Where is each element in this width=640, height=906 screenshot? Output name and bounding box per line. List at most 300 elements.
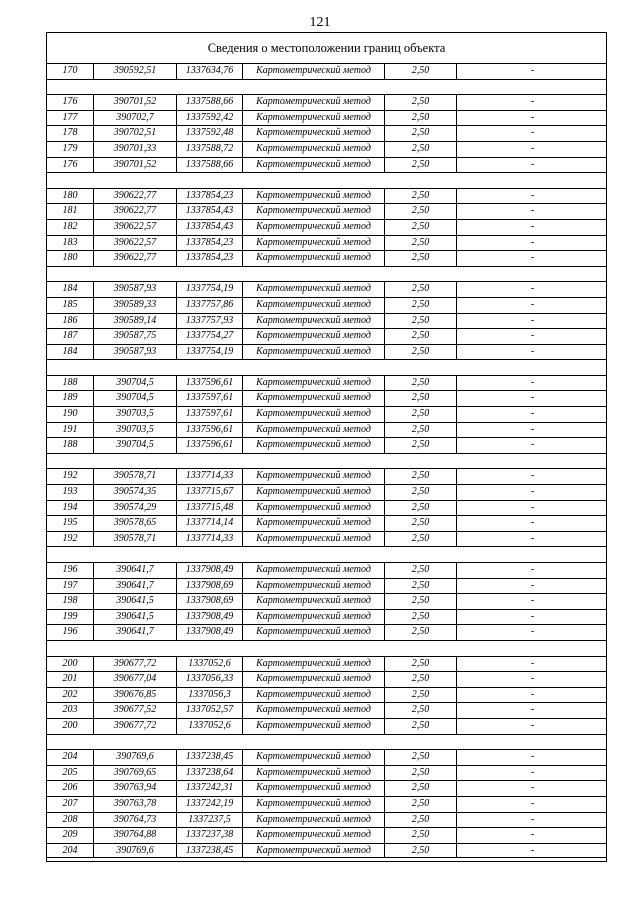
y-coordinate-cell: 1337238,45: [176, 844, 242, 858]
x-coordinate-cell: 390622,57: [93, 236, 176, 251]
point-number-cell: 205: [62, 766, 78, 778]
table-row: [47, 468, 606, 484]
method-cell: Картометрический метод: [242, 220, 384, 235]
table-row: [47, 157, 606, 173]
description-cell: -: [456, 236, 608, 251]
table-row: [47, 765, 606, 781]
y-coordinate-cell: 1337052,6: [176, 719, 242, 734]
description-cell: -: [456, 469, 608, 484]
separator-row: [47, 546, 606, 562]
point-number-cell: 203: [62, 704, 78, 716]
y-coordinate-cell: 1337854,23: [176, 251, 242, 266]
table-row: [47, 749, 606, 765]
x-coordinate-cell: 390574,29: [93, 501, 176, 516]
y-coordinate-cell: 1337754,27: [176, 329, 242, 344]
description-cell: -: [456, 532, 608, 547]
description-cell: -: [456, 391, 608, 406]
y-coordinate-cell: 1337714,33: [176, 532, 242, 547]
table-row: [47, 437, 606, 453]
method-cell: Картометрический метод: [242, 672, 384, 687]
x-coordinate-cell: 390703,5: [93, 423, 176, 438]
method-cell: Картометрический метод: [242, 610, 384, 625]
method-cell: Картометрический метод: [242, 314, 384, 329]
y-coordinate-cell: 1337237,5: [176, 813, 242, 828]
table-row: [47, 624, 606, 640]
y-coordinate-cell: 1337588,66: [176, 158, 242, 173]
description-cell: -: [456, 844, 608, 858]
point-number-cell: 179: [62, 142, 78, 154]
table-row: [47, 718, 606, 734]
point-number-cell: 188: [62, 439, 78, 451]
description-cell: -: [456, 797, 608, 812]
table-row: [47, 827, 606, 843]
precision-cell: 2,50: [384, 126, 456, 141]
x-coordinate-cell: 390592,51: [93, 64, 176, 79]
x-coordinate-cell: 390622,77: [93, 189, 176, 204]
point-number-cell: 181: [62, 205, 78, 217]
table-row: [47, 796, 606, 812]
separator-row: [47, 734, 606, 750]
method-cell: Картометрический метод: [242, 532, 384, 547]
point-number-cell: 180: [62, 252, 78, 264]
method-cell: Картометрический метод: [242, 391, 384, 406]
description-cell: -: [456, 438, 608, 453]
description-cell: -: [456, 813, 608, 828]
method-cell: Картометрический метод: [242, 750, 384, 765]
x-coordinate-cell: 390641,5: [93, 594, 176, 609]
precision-cell: 2,50: [384, 563, 456, 578]
description-cell: -: [456, 579, 608, 594]
method-cell: Картометрический метод: [242, 828, 384, 843]
precision-cell: 2,50: [384, 657, 456, 672]
point-number-cell: 202: [62, 688, 78, 700]
x-coordinate-cell: 390641,7: [93, 563, 176, 578]
precision-cell: 2,50: [384, 485, 456, 500]
description-cell: -: [456, 189, 608, 204]
y-coordinate-cell: 1337854,43: [176, 204, 242, 219]
x-coordinate-cell: 390703,5: [93, 407, 176, 422]
y-coordinate-cell: 1337597,61: [176, 407, 242, 422]
table-row: [47, 406, 606, 422]
method-cell: Картометрический метод: [242, 766, 384, 781]
point-number-cell: 207: [62, 797, 78, 809]
method-cell: Картометрический метод: [242, 298, 384, 313]
method-cell: Картометрический метод: [242, 563, 384, 578]
x-coordinate-cell: 390764,73: [93, 813, 176, 828]
x-coordinate-cell: 390578,65: [93, 516, 176, 531]
y-coordinate-cell: 1337238,45: [176, 750, 242, 765]
point-number-cell: 209: [62, 829, 78, 841]
description-cell: -: [456, 610, 608, 625]
precision-cell: 2,50: [384, 719, 456, 734]
x-coordinate-cell: 390763,78: [93, 797, 176, 812]
description-cell: -: [456, 657, 608, 672]
point-number-cell: 185: [62, 298, 78, 310]
page-number: 121: [309, 15, 331, 30]
table-title: Сведения о местоположении границ объекта: [207, 41, 446, 55]
table-row: [47, 110, 606, 126]
method-cell: Картометрический метод: [242, 485, 384, 500]
point-number-cell: 176: [62, 96, 78, 108]
method-cell: Картометрический метод: [242, 126, 384, 141]
precision-cell: 2,50: [384, 111, 456, 126]
description-cell: -: [456, 719, 608, 734]
y-coordinate-cell: 1337757,86: [176, 298, 242, 313]
x-coordinate-cell: 390704,5: [93, 376, 176, 391]
point-number-cell: 196: [62, 564, 78, 575]
x-coordinate-cell: 390589,33: [93, 298, 176, 313]
description-cell: -: [456, 594, 608, 609]
y-coordinate-cell: 1337592,42: [176, 111, 242, 126]
x-coordinate-cell: 390641,5: [93, 610, 176, 625]
precision-cell: 2,50: [384, 813, 456, 828]
point-number-cell: 177: [62, 111, 78, 123]
description-cell: -: [456, 766, 608, 781]
y-coordinate-cell: 1337588,72: [176, 142, 242, 157]
x-coordinate-cell: 390574,35: [93, 485, 176, 500]
x-coordinate-cell: 390676,85: [93, 688, 176, 703]
x-coordinate-cell: 390704,5: [93, 391, 176, 406]
table-row: [47, 344, 606, 360]
x-coordinate-cell: 390587,93: [93, 282, 176, 297]
precision-cell: 2,50: [384, 797, 456, 812]
x-coordinate-cell: 390769,6: [93, 844, 176, 858]
precision-cell: 2,50: [384, 376, 456, 391]
table-row: [47, 219, 606, 235]
description-cell: -: [456, 95, 608, 110]
table-row: [47, 500, 606, 516]
table-row: [47, 390, 606, 406]
precision-cell: 2,50: [384, 625, 456, 640]
precision-cell: 2,50: [384, 688, 456, 703]
description-cell: -: [456, 485, 608, 500]
table-row: [47, 250, 606, 266]
method-cell: Картометрический метод: [242, 251, 384, 266]
description-cell: -: [456, 314, 608, 329]
description-cell: -: [456, 126, 608, 141]
x-coordinate-cell: 390587,93: [93, 345, 176, 360]
precision-cell: 2,50: [384, 594, 456, 609]
table-row: [47, 313, 606, 329]
y-coordinate-cell: 1337754,19: [176, 282, 242, 297]
method-cell: Картометрический метод: [242, 469, 384, 484]
table-row: [47, 593, 606, 609]
y-coordinate-cell: 1337237,38: [176, 828, 242, 843]
y-coordinate-cell: 1337715,67: [176, 485, 242, 500]
y-coordinate-cell: 1337052,6: [176, 657, 242, 672]
table-row: [47, 578, 606, 594]
method-cell: Картометрический метод: [242, 579, 384, 594]
precision-cell: 2,50: [384, 345, 456, 360]
description-cell: -: [456, 376, 608, 391]
x-coordinate-cell: 390701,33: [93, 142, 176, 157]
point-number-cell: 193: [62, 486, 78, 498]
description-cell: -: [456, 220, 608, 235]
table-row: [47, 812, 606, 828]
x-coordinate-cell: 390589,14: [93, 314, 176, 329]
x-coordinate-cell: 390764,88: [93, 828, 176, 843]
precision-cell: 2,50: [384, 438, 456, 453]
x-coordinate-cell: 390578,71: [93, 532, 176, 547]
method-cell: Картометрический метод: [242, 844, 384, 858]
precision-cell: 2,50: [384, 95, 456, 110]
separator-row: [47, 359, 606, 375]
point-number-cell: 190: [62, 408, 78, 420]
precision-cell: 2,50: [384, 204, 456, 219]
method-cell: Картометрический метод: [242, 204, 384, 219]
table-row: [47, 141, 606, 157]
precision-cell: 2,50: [384, 781, 456, 796]
table-row: [47, 687, 606, 703]
description-cell: -: [456, 688, 608, 703]
y-coordinate-cell: 1337908,69: [176, 594, 242, 609]
y-coordinate-cell: 1337714,33: [176, 469, 242, 484]
method-cell: Картометрический метод: [242, 516, 384, 531]
table-row: [47, 63, 606, 79]
y-coordinate-cell: 1337854,43: [176, 220, 242, 235]
table-row: [47, 422, 606, 438]
separator-row: [47, 172, 606, 188]
point-number-cell: 194: [62, 501, 78, 513]
description-cell: -: [456, 828, 608, 843]
separator-row: [47, 640, 606, 656]
table-row: [47, 375, 606, 391]
precision-cell: 2,50: [384, 251, 456, 266]
x-coordinate-cell: 390702,7: [93, 111, 176, 126]
point-number-cell: 204: [62, 751, 78, 763]
table-row: [47, 235, 606, 251]
precision-cell: 2,50: [384, 423, 456, 438]
method-cell: Картометрический метод: [242, 329, 384, 344]
method-cell: Картометрический метод: [242, 64, 384, 79]
table-row: [47, 671, 606, 687]
x-coordinate-cell: 390622,57: [93, 220, 176, 235]
description-cell: -: [456, 672, 608, 687]
y-coordinate-cell: 1337588,66: [176, 95, 242, 110]
point-number-cell: 192: [62, 532, 78, 544]
method-cell: Картометрический метод: [242, 189, 384, 204]
table-row: [47, 609, 606, 625]
x-coordinate-cell: 390578,71: [93, 469, 176, 484]
precision-cell: 2,50: [384, 236, 456, 251]
method-cell: Картометрический метод: [242, 501, 384, 516]
point-number-cell: 176: [62, 158, 78, 170]
point-number-cell: 180: [62, 189, 78, 201]
table-body: [47, 63, 606, 858]
method-cell: Картометрический метод: [242, 657, 384, 672]
precision-cell: 2,50: [384, 844, 456, 858]
y-coordinate-cell: 1337052,57: [176, 703, 242, 718]
table-row: [47, 188, 606, 204]
point-number-cell: 188: [62, 376, 78, 388]
y-coordinate-cell: 1337056,33: [176, 672, 242, 687]
y-coordinate-cell: 1337592,48: [176, 126, 242, 141]
precision-cell: 2,50: [384, 391, 456, 406]
separator-row: [47, 453, 606, 469]
x-coordinate-cell: 390704,5: [93, 438, 176, 453]
table-row: [47, 656, 606, 672]
y-coordinate-cell: 1337238,64: [176, 766, 242, 781]
precision-cell: 2,50: [384, 158, 456, 173]
point-number-cell: 192: [62, 470, 78, 482]
precision-cell: 2,50: [384, 672, 456, 687]
description-cell: -: [456, 204, 608, 219]
method-cell: Картометрический метод: [242, 625, 384, 640]
point-number-cell: 206: [62, 782, 78, 794]
table-row: [47, 94, 606, 110]
method-cell: Картометрический метод: [242, 345, 384, 360]
y-coordinate-cell: 1337854,23: [176, 189, 242, 204]
table-row: [47, 780, 606, 796]
description-cell: -: [456, 158, 608, 173]
table-row: [47, 328, 606, 344]
description-cell: -: [456, 781, 608, 796]
point-number-cell: 186: [62, 314, 78, 326]
method-cell: Картометрический метод: [242, 423, 384, 438]
precision-cell: 2,50: [384, 766, 456, 781]
method-cell: Картометрический метод: [242, 688, 384, 703]
point-number-cell: 200: [62, 719, 78, 731]
description-cell: -: [456, 251, 608, 266]
x-coordinate-cell: 390702,51: [93, 126, 176, 141]
table-row: [47, 515, 606, 531]
description-cell: -: [456, 345, 608, 360]
description-cell: -: [456, 625, 608, 640]
y-coordinate-cell: 1337596,61: [176, 438, 242, 453]
precision-cell: 2,50: [384, 501, 456, 516]
y-coordinate-cell: 1337908,69: [176, 579, 242, 594]
precision-cell: 2,50: [384, 750, 456, 765]
x-coordinate-cell: 390587,75: [93, 329, 176, 344]
x-coordinate-cell: 390677,52: [93, 703, 176, 718]
method-cell: Картометрический метод: [242, 797, 384, 812]
precision-cell: 2,50: [384, 64, 456, 79]
description-cell: -: [456, 329, 608, 344]
y-coordinate-cell: 1337596,61: [176, 423, 242, 438]
y-coordinate-cell: 1337596,61: [176, 376, 242, 391]
y-coordinate-cell: 1337908,49: [176, 625, 242, 640]
point-number-cell: 189: [62, 392, 78, 404]
precision-cell: 2,50: [384, 469, 456, 484]
method-cell: Картометрический метод: [242, 158, 384, 173]
description-cell: -: [456, 142, 608, 157]
description-cell: -: [456, 750, 608, 765]
point-number-cell: 182: [62, 220, 78, 232]
y-coordinate-cell: 1337714,14: [176, 516, 242, 531]
method-cell: Картометрический метод: [242, 594, 384, 609]
point-number-cell: 183: [62, 236, 78, 248]
method-cell: Картометрический метод: [242, 111, 384, 126]
separator-row: [47, 79, 606, 95]
x-coordinate-cell: 390701,52: [93, 95, 176, 110]
precision-cell: 2,50: [384, 329, 456, 344]
method-cell: Картометрический метод: [242, 438, 384, 453]
x-coordinate-cell: 390769,65: [93, 766, 176, 781]
y-coordinate-cell: 1337908,49: [176, 563, 242, 578]
table-row: [47, 843, 606, 859]
point-number-cell: 178: [62, 127, 78, 139]
point-number-cell: 199: [62, 610, 78, 622]
point-number-cell: 184: [62, 283, 78, 295]
x-coordinate-cell: 390622,77: [93, 251, 176, 266]
point-number-cell: 195: [62, 517, 78, 529]
y-coordinate-cell: 1337908,49: [176, 610, 242, 625]
point-number-cell: 170: [62, 65, 78, 76]
x-coordinate-cell: 390677,04: [93, 672, 176, 687]
y-coordinate-cell: 1337854,23: [176, 236, 242, 251]
description-cell: -: [456, 563, 608, 578]
x-coordinate-cell: 390701,52: [93, 158, 176, 173]
method-cell: Картометрический метод: [242, 376, 384, 391]
x-coordinate-cell: 390641,7: [93, 579, 176, 594]
precision-cell: 2,50: [384, 828, 456, 843]
x-coordinate-cell: 390622,77: [93, 204, 176, 219]
x-coordinate-cell: 390677,72: [93, 657, 176, 672]
method-cell: Картометрический метод: [242, 282, 384, 297]
description-cell: -: [456, 501, 608, 516]
table-row: [47, 484, 606, 500]
x-coordinate-cell: 390677,72: [93, 719, 176, 734]
precision-cell: 2,50: [384, 142, 456, 157]
table-row: [47, 281, 606, 297]
description-cell: -: [456, 703, 608, 718]
point-number-cell: 196: [62, 626, 78, 638]
y-coordinate-cell: 1337715,48: [176, 501, 242, 516]
method-cell: Картометрический метод: [242, 407, 384, 422]
precision-cell: 2,50: [384, 282, 456, 297]
table-row: [47, 125, 606, 141]
point-number-cell: 204: [62, 844, 78, 856]
method-cell: Картометрический метод: [242, 236, 384, 251]
precision-cell: 2,50: [384, 220, 456, 235]
point-number-cell: 187: [62, 330, 78, 342]
point-number-cell: 201: [62, 673, 78, 685]
precision-cell: 2,50: [384, 579, 456, 594]
y-coordinate-cell: 1337754,19: [176, 345, 242, 360]
y-coordinate-cell: 1337242,19: [176, 797, 242, 812]
x-coordinate-cell: 390769,6: [93, 750, 176, 765]
y-coordinate-cell: 1337056,3: [176, 688, 242, 703]
description-cell: -: [456, 282, 608, 297]
point-number-cell: 197: [62, 579, 78, 591]
y-coordinate-cell: 1337757,93: [176, 314, 242, 329]
description-cell: -: [456, 423, 608, 438]
precision-cell: 2,50: [384, 610, 456, 625]
table-row: [47, 702, 606, 718]
precision-cell: 2,50: [384, 516, 456, 531]
table-row: [47, 531, 606, 547]
method-cell: Картометрический метод: [242, 142, 384, 157]
precision-cell: 2,50: [384, 703, 456, 718]
separator-row: [47, 266, 606, 282]
precision-cell: 2,50: [384, 407, 456, 422]
table-row: [47, 203, 606, 219]
y-coordinate-cell: 1337242,31: [176, 781, 242, 796]
description-cell: -: [456, 298, 608, 313]
point-number-cell: 198: [62, 595, 78, 607]
table-row: [47, 562, 606, 578]
precision-cell: 2,50: [384, 314, 456, 329]
precision-cell: 2,50: [384, 298, 456, 313]
y-coordinate-cell: 1337597,61: [176, 391, 242, 406]
y-coordinate-cell: 1337634,76: [176, 64, 242, 79]
description-cell: -: [456, 516, 608, 531]
x-coordinate-cell: 390641,7: [93, 625, 176, 640]
point-number-cell: 191: [62, 423, 78, 435]
method-cell: Картометрический метод: [242, 95, 384, 110]
point-number-cell: 184: [62, 345, 78, 357]
table-row: [47, 297, 606, 313]
